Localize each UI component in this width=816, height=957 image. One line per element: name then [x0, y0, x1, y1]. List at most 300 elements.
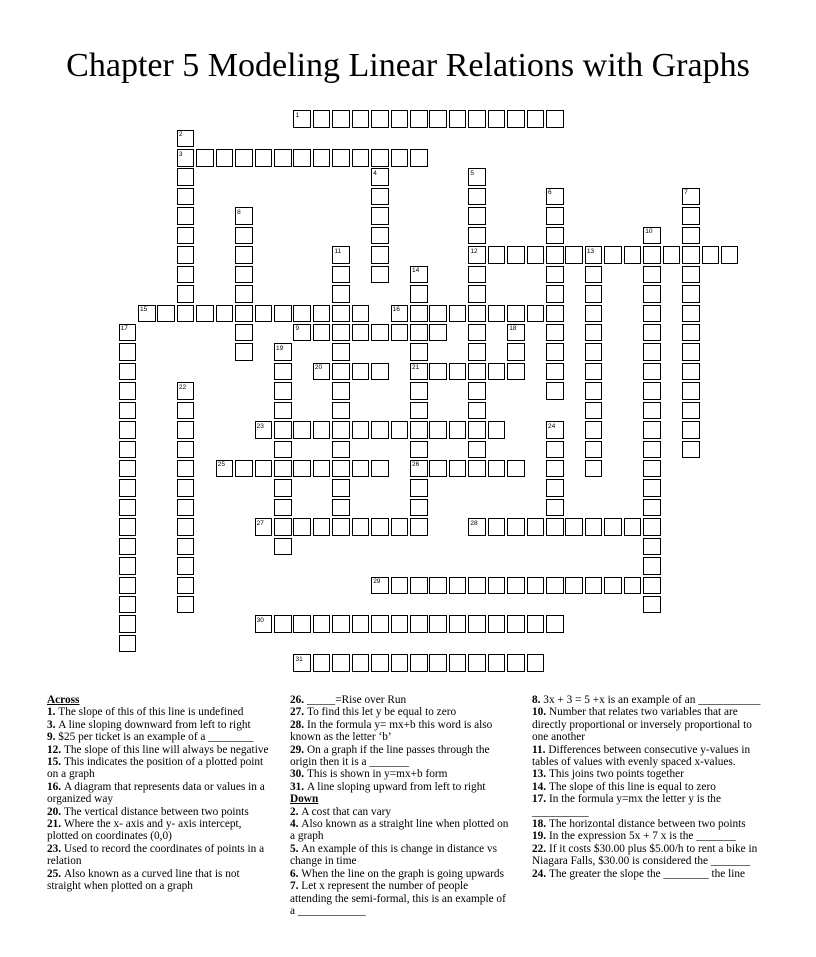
crossword-cell[interactable]	[488, 518, 506, 536]
crossword-cell[interactable]	[410, 615, 428, 633]
crossword-cell[interactable]	[682, 246, 700, 264]
crossword-cell[interactable]	[177, 460, 195, 478]
clue-number-label: 23	[256, 422, 264, 430]
crossword-cell[interactable]	[274, 615, 292, 633]
crossword-cell[interactable]	[702, 246, 720, 264]
crossword-cell[interactable]	[352, 654, 370, 672]
crossword-cell[interactable]	[293, 421, 311, 439]
clue-number-label: 5	[470, 169, 474, 177]
crossword-cell[interactable]	[624, 518, 642, 536]
crossword-cell[interactable]	[565, 577, 583, 595]
crossword-cell[interactable]	[332, 149, 350, 167]
crossword-cell[interactable]	[682, 266, 700, 284]
crossword-cell[interactable]	[682, 421, 700, 439]
crossword-cell[interactable]	[585, 343, 603, 361]
crossword-cell[interactable]	[119, 382, 137, 400]
crossword-cell[interactable]	[332, 402, 350, 420]
crossword-cell[interactable]	[663, 246, 681, 264]
crossword-cell[interactable]	[391, 577, 409, 595]
crossword-cell[interactable]	[274, 421, 292, 439]
crossword-cell[interactable]	[352, 615, 370, 633]
crossword-cell[interactable]	[410, 305, 428, 323]
crossword-cell[interactable]	[546, 479, 564, 497]
crossword-cell[interactable]	[468, 441, 486, 459]
crossword-cell[interactable]	[585, 441, 603, 459]
crossword-cell[interactable]	[468, 266, 486, 284]
crossword-cell[interactable]	[293, 460, 311, 478]
crossword-cell[interactable]	[255, 305, 273, 323]
crossword-cell[interactable]	[371, 207, 389, 225]
crossword-cell[interactable]	[682, 324, 700, 342]
crossword-cell[interactable]	[410, 343, 428, 361]
crossword-cell[interactable]	[507, 615, 525, 633]
crossword-cell[interactable]	[604, 518, 622, 536]
down-heading: Down	[290, 793, 319, 806]
crossword-cell[interactable]	[332, 285, 350, 303]
crossword-cell[interactable]	[643, 382, 661, 400]
crossword-cell[interactable]	[235, 149, 253, 167]
crossword-cell[interactable]	[119, 635, 137, 653]
crossword-cell[interactable]	[643, 343, 661, 361]
crossword-cell[interactable]	[488, 305, 506, 323]
crossword-cell[interactable]	[177, 479, 195, 497]
crossword-cell[interactable]	[177, 441, 195, 459]
crossword-cell[interactable]	[391, 518, 409, 536]
crossword-cell[interactable]	[313, 324, 331, 342]
crossword-cell[interactable]	[255, 460, 273, 478]
crossword-cell[interactable]	[274, 499, 292, 517]
crossword-cell[interactable]	[119, 596, 137, 614]
crossword-cell[interactable]	[371, 227, 389, 245]
crossword-cell[interactable]	[643, 538, 661, 556]
crossword-cell[interactable]	[332, 615, 350, 633]
crossword-cell[interactable]	[604, 246, 622, 264]
crossword-cell[interactable]	[546, 382, 564, 400]
crossword-cell[interactable]	[643, 285, 661, 303]
crossword-cell[interactable]	[235, 246, 253, 264]
crossword-cell[interactable]	[546, 285, 564, 303]
crossword-cell[interactable]	[546, 266, 564, 284]
crossword-cell[interactable]	[274, 538, 292, 556]
crossword-cell[interactable]	[119, 479, 137, 497]
crossword-cell[interactable]	[410, 421, 428, 439]
crossword-cell[interactable]	[429, 110, 447, 128]
crossword-cell[interactable]	[391, 324, 409, 342]
crossword-cell[interactable]	[682, 207, 700, 225]
crossword-cell[interactable]	[468, 207, 486, 225]
crossword-cell[interactable]	[371, 518, 389, 536]
crossword-cell[interactable]	[391, 654, 409, 672]
crossword-cell[interactable]	[468, 285, 486, 303]
crossword-cell[interactable]	[313, 110, 331, 128]
crossword-cell[interactable]	[274, 382, 292, 400]
crossword-cell[interactable]	[410, 402, 428, 420]
crossword-cell[interactable]	[177, 227, 195, 245]
crossword-cell[interactable]	[177, 207, 195, 225]
crossword-cell[interactable]	[468, 188, 486, 206]
crossword-cell[interactable]	[196, 149, 214, 167]
crossword-cell[interactable]	[643, 363, 661, 381]
crossword-cell[interactable]	[196, 305, 214, 323]
crossword-cell[interactable]	[527, 615, 545, 633]
crossword-cell[interactable]	[643, 421, 661, 439]
crossword-cell[interactable]	[468, 363, 486, 381]
crossword-cell[interactable]	[235, 227, 253, 245]
crossword-cell[interactable]	[391, 110, 409, 128]
crossword-cell[interactable]	[527, 577, 545, 595]
crossword-cell[interactable]	[682, 305, 700, 323]
crossword-cell[interactable]	[371, 110, 389, 128]
crossword-cell[interactable]	[565, 246, 583, 264]
crossword-cell[interactable]	[410, 285, 428, 303]
crossword-cell[interactable]	[313, 615, 331, 633]
crossword-cell[interactable]	[391, 149, 409, 167]
crossword-cell[interactable]	[527, 246, 545, 264]
clue-number: 25.	[47, 867, 64, 880]
crossword-cell[interactable]	[585, 402, 603, 420]
crossword-cell[interactable]	[274, 305, 292, 323]
crossword-cell[interactable]	[410, 577, 428, 595]
crossword-cell[interactable]	[352, 363, 370, 381]
crossword-cell[interactable]	[410, 149, 428, 167]
crossword-cell[interactable]	[449, 654, 467, 672]
crossword-cell[interactable]	[293, 615, 311, 633]
crossword-cell[interactable]	[332, 441, 350, 459]
crossword-cell[interactable]	[682, 363, 700, 381]
crossword-cell[interactable]	[119, 421, 137, 439]
crossword-cell[interactable]	[682, 343, 700, 361]
clue-number: 13.	[532, 768, 549, 781]
clue-text: Also known as a curved line that is not straight when plotted on a graph	[47, 867, 240, 893]
crossword-cell[interactable]	[507, 343, 525, 361]
crossword-cell[interactable]	[546, 460, 564, 478]
crossword-cell[interactable]	[293, 518, 311, 536]
crossword-cell[interactable]	[313, 518, 331, 536]
crossword-cell[interactable]	[449, 421, 467, 439]
crossword-cell[interactable]	[546, 343, 564, 361]
crossword-cell[interactable]	[410, 441, 428, 459]
crossword-cell[interactable]	[332, 343, 350, 361]
crossword-cell[interactable]	[488, 577, 506, 595]
crossword-cell[interactable]	[371, 246, 389, 264]
crossword-cell[interactable]	[177, 246, 195, 264]
crossword-cell[interactable]	[235, 285, 253, 303]
crossword-cell[interactable]	[682, 285, 700, 303]
crossword-cell[interactable]	[332, 421, 350, 439]
crossword-cell[interactable]	[488, 654, 506, 672]
crossword-cell[interactable]	[352, 421, 370, 439]
crossword-cell[interactable]	[546, 518, 564, 536]
crossword-cell[interactable]	[682, 227, 700, 245]
crossword-cell[interactable]	[235, 266, 253, 284]
crossword-cell[interactable]	[585, 324, 603, 342]
crossword-cell[interactable]	[429, 615, 447, 633]
crossword-cell[interactable]	[177, 596, 195, 614]
crossword-cell[interactable]	[468, 460, 486, 478]
crossword-cell[interactable]	[721, 246, 739, 264]
crossword-cell[interactable]	[177, 557, 195, 575]
clue-text: In the formula y= mx+b this word is also known as the letter ‘b’	[290, 718, 493, 744]
crossword-cell[interactable]	[546, 441, 564, 459]
crossword-cell[interactable]	[371, 324, 389, 342]
crossword-cell[interactable]	[216, 149, 234, 167]
crossword-cell[interactable]	[313, 149, 331, 167]
clue	[532, 781, 767, 793]
crossword-cell[interactable]	[643, 577, 661, 595]
crossword-cell[interactable]	[332, 654, 350, 672]
crossword-cell[interactable]	[177, 421, 195, 439]
clue	[290, 781, 512, 793]
crossword-cell[interactable]	[643, 246, 661, 264]
crossword-cell[interactable]	[352, 518, 370, 536]
clue-number: 14.	[532, 780, 549, 793]
crossword-cell[interactable]	[332, 499, 350, 517]
crossword-cell[interactable]	[119, 343, 137, 361]
crossword-cell[interactable]	[177, 577, 195, 595]
crossword-cell[interactable]	[546, 246, 564, 264]
crossword-cell[interactable]	[119, 577, 137, 595]
crossword-cell[interactable]	[429, 324, 447, 342]
crossword-cell[interactable]	[488, 460, 506, 478]
crossword-cell[interactable]	[293, 149, 311, 167]
crossword-cell[interactable]	[585, 305, 603, 323]
crossword-cell[interactable]	[527, 110, 545, 128]
crossword-cell[interactable]	[546, 499, 564, 517]
crossword-cell[interactable]	[546, 615, 564, 633]
crossword-cell[interactable]	[235, 460, 253, 478]
crossword-cell[interactable]	[119, 441, 137, 459]
crossword-cell[interactable]	[507, 654, 525, 672]
crossword-cell[interactable]	[643, 324, 661, 342]
crossword-cell[interactable]	[468, 577, 486, 595]
crossword-cell[interactable]	[352, 149, 370, 167]
crossword-cell[interactable]	[119, 460, 137, 478]
crossword-cell[interactable]	[177, 499, 195, 517]
crossword-cell[interactable]	[546, 227, 564, 245]
crossword-cell[interactable]	[449, 110, 467, 128]
crossword-cell[interactable]	[371, 363, 389, 381]
crossword-cell[interactable]	[410, 654, 428, 672]
crossword-cell[interactable]	[546, 305, 564, 323]
crossword-cell[interactable]	[468, 227, 486, 245]
crossword-cell[interactable]	[177, 285, 195, 303]
clue-number: 2.	[290, 805, 302, 818]
crossword-cell[interactable]	[410, 324, 428, 342]
crossword-cell[interactable]	[410, 479, 428, 497]
crossword-cell[interactable]	[274, 402, 292, 420]
crossword-cell[interactable]	[371, 266, 389, 284]
crossword-cell[interactable]	[157, 305, 175, 323]
crossword-cell[interactable]	[585, 421, 603, 439]
crossword-cell[interactable]	[468, 421, 486, 439]
crossword-cell[interactable]	[119, 499, 137, 517]
crossword-cell[interactable]	[643, 499, 661, 517]
crossword-cell[interactable]	[507, 305, 525, 323]
crossword-cell[interactable]	[468, 402, 486, 420]
crossword-cell[interactable]	[585, 460, 603, 478]
crossword-cell[interactable]	[332, 382, 350, 400]
crossword-cell[interactable]	[274, 441, 292, 459]
clue-number: 3.	[47, 718, 59, 731]
crossword-cell[interactable]	[527, 654, 545, 672]
crossword-cell[interactable]	[371, 188, 389, 206]
crossword-cell[interactable]	[371, 421, 389, 439]
crossword-cell[interactable]	[429, 305, 447, 323]
crossword-cell[interactable]	[604, 577, 622, 595]
crossword-cell[interactable]	[235, 305, 253, 323]
crossword-cell[interactable]	[429, 363, 447, 381]
crossword-cell[interactable]	[332, 363, 350, 381]
crossword-cell[interactable]	[643, 266, 661, 284]
crossword-cell[interactable]	[682, 382, 700, 400]
crossword-cell[interactable]	[274, 149, 292, 167]
crossword-cell[interactable]	[177, 402, 195, 420]
crossword-cell[interactable]	[449, 615, 467, 633]
crossword-cell[interactable]	[293, 305, 311, 323]
crossword-cell[interactable]	[624, 577, 642, 595]
crossword-cell[interactable]	[119, 402, 137, 420]
crossword-cell[interactable]	[507, 246, 525, 264]
crossword-cell[interactable]	[332, 324, 350, 342]
crossword-cell[interactable]	[643, 305, 661, 323]
crossword-cell[interactable]	[216, 305, 234, 323]
crossword-cell[interactable]	[391, 421, 409, 439]
crossword-cell[interactable]	[119, 538, 137, 556]
crossword-cell[interactable]	[429, 654, 447, 672]
crossword-cell[interactable]	[332, 518, 350, 536]
crossword-cell[interactable]	[488, 110, 506, 128]
crossword-cell[interactable]	[507, 460, 525, 478]
crossword-cell[interactable]	[643, 460, 661, 478]
crossword-cell[interactable]	[119, 363, 137, 381]
crossword-cell[interactable]	[546, 577, 564, 595]
crossword-cell[interactable]	[274, 363, 292, 381]
crossword-cell[interactable]	[488, 246, 506, 264]
crossword-cell[interactable]	[585, 577, 603, 595]
crossword-cell[interactable]	[643, 402, 661, 420]
crossword-cell[interactable]	[177, 266, 195, 284]
crossword-cell[interactable]	[643, 518, 661, 536]
crossword-cell[interactable]	[352, 110, 370, 128]
crossword-cell[interactable]	[546, 207, 564, 225]
crossword-cell[interactable]	[255, 149, 273, 167]
crossword-cell[interactable]	[371, 654, 389, 672]
crossword-cell[interactable]	[565, 518, 583, 536]
crossword-cell[interactable]	[410, 499, 428, 517]
crossword-cell[interactable]	[468, 110, 486, 128]
crossword-cell[interactable]	[507, 110, 525, 128]
crossword-cell[interactable]	[119, 557, 137, 575]
crossword-cell[interactable]	[274, 518, 292, 536]
crossword-cell[interactable]	[468, 654, 486, 672]
clue-number: 9.	[47, 731, 59, 744]
crossword-cell[interactable]	[585, 382, 603, 400]
crossword-cell[interactable]	[332, 305, 350, 323]
crossword-cell[interactable]	[449, 305, 467, 323]
crossword-cell[interactable]	[488, 615, 506, 633]
crossword-cell[interactable]	[429, 421, 447, 439]
crossword-cell[interactable]	[507, 518, 525, 536]
crossword-cell[interactable]	[332, 460, 350, 478]
clue	[290, 806, 512, 818]
crossword-cell[interactable]	[119, 615, 137, 633]
crossword-cell[interactable]	[352, 305, 370, 323]
crossword-cell[interactable]	[468, 343, 486, 361]
crossword-cell[interactable]	[313, 654, 331, 672]
crossword-cell[interactable]	[527, 518, 545, 536]
crossword-cell[interactable]	[429, 460, 447, 478]
crossword-cell[interactable]	[177, 518, 195, 536]
crossword-cell[interactable]	[429, 577, 447, 595]
crossword-cell[interactable]	[177, 538, 195, 556]
crossword-cell[interactable]	[371, 615, 389, 633]
crossword-cell[interactable]	[449, 460, 467, 478]
crossword-cell[interactable]	[119, 518, 137, 536]
crossword-cell[interactable]	[352, 460, 370, 478]
crossword-cell[interactable]	[371, 460, 389, 478]
crossword-cell[interactable]	[507, 363, 525, 381]
crossword-cell[interactable]	[410, 110, 428, 128]
crossword-cell[interactable]	[177, 168, 195, 186]
crossword-cell[interactable]	[177, 188, 195, 206]
crossword-cell[interactable]	[488, 421, 506, 439]
crossword-cell[interactable]	[585, 518, 603, 536]
clue-number: 10.	[532, 706, 549, 719]
clue-text: The slope of this line will always be negative	[63, 743, 269, 756]
crossword-cell[interactable]	[585, 266, 603, 284]
crossword-cell[interactable]	[468, 324, 486, 342]
crossword-cell[interactable]	[682, 402, 700, 420]
crossword-cell[interactable]	[332, 266, 350, 284]
crossword-cell[interactable]	[682, 441, 700, 459]
crossword-cell[interactable]	[274, 479, 292, 497]
crossword-cell[interactable]	[488, 363, 506, 381]
crossword-cell[interactable]	[449, 577, 467, 595]
crossword-cell[interactable]	[546, 363, 564, 381]
crossword-cell[interactable]	[468, 615, 486, 633]
crossword-cell[interactable]	[468, 305, 486, 323]
crossword-cell[interactable]	[585, 285, 603, 303]
crossword-cell[interactable]	[313, 305, 331, 323]
crossword-cell[interactable]	[624, 246, 642, 264]
crossword-cell[interactable]	[410, 518, 428, 536]
crossword-cell[interactable]	[177, 305, 195, 323]
crossword-cell[interactable]	[313, 460, 331, 478]
crossword-cell[interactable]	[235, 324, 253, 342]
crossword-cell[interactable]	[274, 460, 292, 478]
crossword-cell[interactable]	[313, 421, 331, 439]
crossword-cell[interactable]	[546, 324, 564, 342]
crossword-cell[interactable]	[391, 615, 409, 633]
crossword-cell[interactable]	[643, 596, 661, 614]
crossword-cell[interactable]	[352, 324, 370, 342]
crossword-cell[interactable]	[468, 382, 486, 400]
crossword-cell[interactable]	[371, 149, 389, 167]
crossword-cell[interactable]	[527, 305, 545, 323]
crossword-cell[interactable]	[332, 110, 350, 128]
crossword-cell[interactable]	[643, 441, 661, 459]
clue-text: A cost that can vary	[301, 805, 392, 818]
crossword-cell[interactable]	[410, 382, 428, 400]
crossword-cell[interactable]	[332, 479, 350, 497]
crossword-cell[interactable]	[643, 479, 661, 497]
crossword-cell[interactable]	[585, 363, 603, 381]
crossword-cell[interactable]	[235, 343, 253, 361]
crossword-cell[interactable]	[507, 577, 525, 595]
crossword-cell[interactable]	[546, 110, 564, 128]
crossword-cell[interactable]	[449, 363, 467, 381]
crossword-cell[interactable]	[643, 557, 661, 575]
